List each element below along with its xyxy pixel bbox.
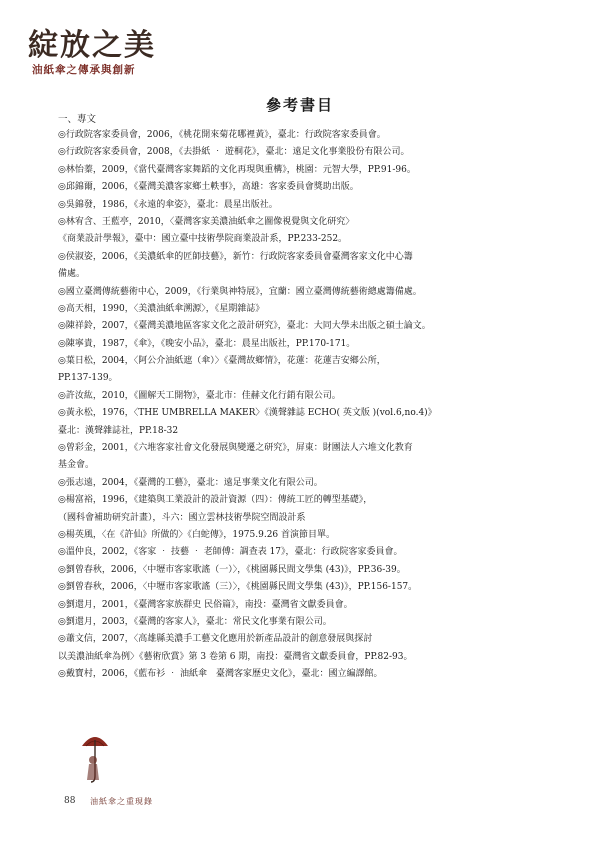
reference-line: ◎曾彩金，2001，《六堆客家社會文化發展與變遷之研究》，屏東：財團法人六堆文化教育 bbox=[58, 443, 413, 454]
reference-line: 臺北：漢聲雜誌社，PP.18-32 bbox=[58, 425, 179, 436]
reference-line: 《商業設計學報》，臺中：國立臺中技術學院商業設計系，PP.233-252。 bbox=[58, 234, 348, 245]
reference-line: ◎國立臺灣傳統藝術中心，2009，《行業與神特展》，宜蘭：國立臺灣傳統藝術總處籌備處。 bbox=[58, 286, 422, 297]
reference-line: ◎戴寶村，2006，《藍布衫 ‧ 油紙傘 臺灣客家歷史文化》，臺北：國立編譯館。 bbox=[58, 669, 383, 680]
reference-line: ◎林怡蓁，2009，《當代臺灣客家舞蹈的文化再現與重構》，桃園：元智大學，PP.91-96。 bbox=[58, 164, 416, 175]
reference-line: 備處。 bbox=[58, 269, 86, 280]
reference-line: ◎溫仲良，2002，《客家 ‧ 技藝 ‧ 老師傅：調查表 17》，臺北：行政院客家委員會。 bbox=[58, 547, 403, 558]
logo-subtitle: 油紙傘之傳承與創新 bbox=[32, 64, 136, 76]
reference-line: ◎行政院客家委員會，2008，《去掛紙 ‧ 遊桐花》，臺北：遠足文化事業股份有限公司。 bbox=[58, 147, 410, 158]
page-title: 參考書目 bbox=[265, 96, 334, 114]
reference-line: 以美濃油紙傘為例〉《藝術欣賞》第 3 卷第 6 期，南投：臺灣省文獻委員會，PP.82-93。 bbox=[58, 651, 413, 662]
reference-line: ◎侯淑姿，2006，《美濃紙傘的匠師技藝》，新竹：行政院客家委員會臺灣客家文化中心籌 bbox=[58, 251, 413, 262]
reference-line: ◎邱錦爾，2006，《臺灣美濃客家鄉土軼事》，高雄：客家委員會獎助出版。 bbox=[58, 182, 359, 193]
reference-line: ◎劉還月，2003，《臺灣的客家人》，臺北：常民文化事業有限公司。 bbox=[58, 616, 332, 627]
reference-line: ◎高天相，1990，〈美濃油紙傘溯源〉，《星期雜誌》 bbox=[58, 303, 265, 314]
reference-line: ◎劉還月，2001，《臺灣客家族群史 民俗篇》，南投：臺灣省文獻委員會。 bbox=[58, 599, 353, 610]
logo-title: 綻放之美 bbox=[28, 28, 156, 63]
section-heading: 一、專文 bbox=[58, 114, 97, 125]
reference-line: ◎劉曾春秋，2006，〈中壢市客家歌謠（三）〉，《桃園縣民間文學集 (43)》，PP.156-157。 bbox=[58, 582, 418, 593]
reference-line: ◎吳錦發，1986，《永遠的傘姿》，臺北：晨星出版社。 bbox=[58, 199, 278, 210]
reference-list bbox=[58, 112, 538, 684]
page-number: 88 bbox=[64, 796, 76, 806]
reference-line: PP.137-139。 bbox=[58, 373, 118, 384]
reference-line: ◎劉曾春秋，2006，〈中壢市客家歌謠（一）〉，《桃園縣民間文學集 (43)》，PP.36-39。 bbox=[58, 564, 406, 575]
reference-line: ◎陳祥鈴，2007，《臺灣美濃地區客家文化之設計研究》，臺北：大同大學未出版之碩士論文。 bbox=[58, 321, 431, 332]
reference-line: ◎許汝紘，2010，《圖解天工開物》，臺北市：佳赫文化行銷有限公司。 bbox=[58, 390, 341, 401]
reference-line: 基金會。 bbox=[58, 460, 95, 471]
page-footer bbox=[0, 700, 600, 849]
footer-title: 油紙傘之重現錄 bbox=[90, 797, 153, 806]
reference-line: ◎楊英風，〈在《許仙》所做的〉《白蛇傳》，1975.9.26 首演節目單。 bbox=[58, 529, 336, 540]
reference-line: ◎黃永松，1976，〈THE UMBRELLA MAKER〉《漢聲雜誌 ECHO( 英文版 )(vol.6,no.4)》 bbox=[58, 408, 437, 419]
reference-line: ◎葉日松，2004，〈阿公介油紙遮（傘）〉《臺灣故鄉情》，花蓮：花蓮吉安鄉公所， bbox=[58, 356, 386, 367]
reference-line: ◎行政院客家委員會，2006，《桃花開來菊花哪裡黃》，臺北：行政院客家委員會。 bbox=[58, 130, 386, 140]
logo bbox=[22, 18, 172, 78]
reference-line: （國科會補助研究計畫），斗六：國立雲林技術學院空間設計系 bbox=[58, 512, 306, 523]
reference-line: ◎林宥含、王藍亭，2010，〈臺灣客家美濃油紙傘之圖像視覺與文化研究〉 bbox=[58, 216, 355, 227]
reference-line: ◎蕭文信，2007，〈高雄縣美濃手工藝文化應用於新產品設計的創意發展與探討 bbox=[58, 634, 373, 645]
reference-line: ◎張志遠，2004，《臺灣的工藝》，臺北：遠足事業文化有限公司。 bbox=[58, 477, 323, 488]
umbrella-icon bbox=[80, 730, 110, 790]
reference-line: ◎楊富裕，1996，《建築與工業設計的設計資源（四）：傳統工匠的轉型基礎》， bbox=[58, 495, 373, 506]
reference-line: ◎陳寧貴，1987，《傘》，《晚安小品》，臺北：晨星出版社，PP.170-171。 bbox=[58, 338, 356, 349]
